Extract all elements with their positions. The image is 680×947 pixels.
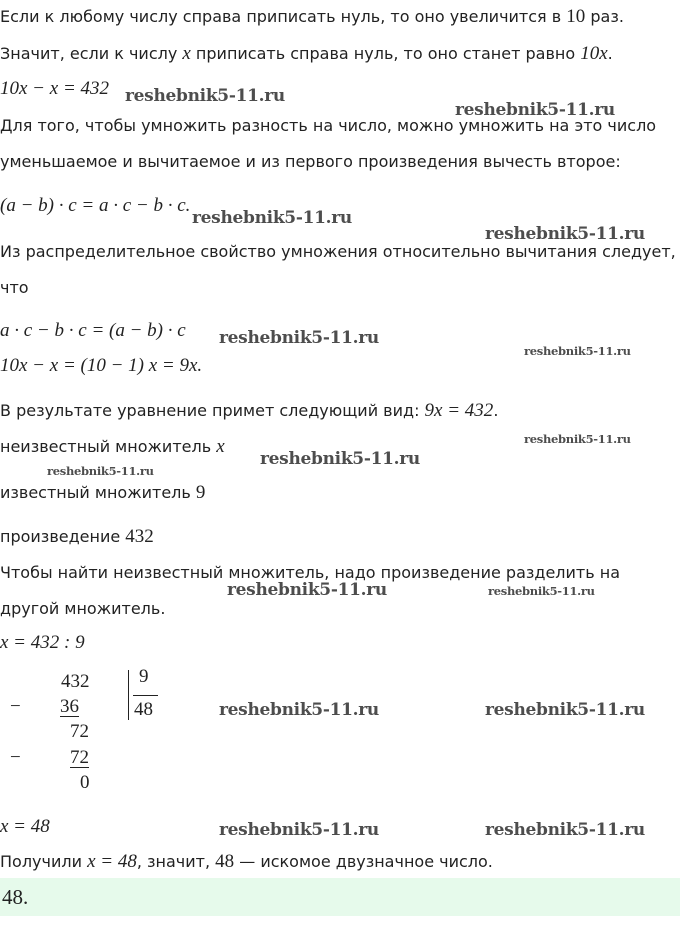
equation-6: x = 48 — [0, 816, 50, 837]
text-line-8: что — [0, 278, 29, 297]
answer-value: 48. — [2, 885, 29, 909]
line14-number: 432 — [125, 526, 154, 547]
line13-text: известный множитель — [0, 483, 196, 502]
final-expression: x = 48 — [87, 851, 137, 872]
line2-middle: приписать справа нуль, то оно станет равно — [190, 44, 581, 63]
text-line-2 — [0, 43, 613, 65]
division-subtrahend-2: 72 — [70, 747, 89, 768]
line1-text: Если к любому числу справа приписать нуль, то оно увеличится в — [0, 7, 567, 26]
watermark: reshebnik5-11.ru — [485, 224, 645, 244]
equation-3: a · c − b · c = (a − b) · c — [0, 320, 186, 341]
text-line-4: Для того, чтобы умножить разность на число, можно умножить на это число — [0, 116, 657, 135]
watermark: reshebnik5-11.ru — [488, 584, 595, 598]
line2-text: Значит, если к числу — [0, 44, 183, 63]
watermark: reshebnik5-11.ru — [219, 700, 379, 720]
text-line-14 — [0, 526, 154, 548]
watermark: reshebnik5-11.ru — [219, 328, 379, 348]
final-number: 48 — [215, 851, 235, 872]
division-remainder-1: 72 — [70, 721, 89, 742]
line12-variable: x — [216, 436, 225, 457]
division-quotient: 48 — [134, 699, 153, 720]
watermark: reshebnik5-11.ru — [219, 820, 379, 840]
text-line-12 — [0, 436, 225, 458]
equation-4: 10x − x = (10 − 1) x = 9x. — [0, 355, 203, 376]
division-minus-2: − — [10, 747, 21, 768]
final-text-a: Получили — [0, 852, 88, 871]
watermark: reshebnik5-11.ru — [47, 464, 154, 478]
text-line-13 — [0, 482, 205, 504]
watermark: reshebnik5-11.ru — [455, 100, 615, 120]
division-final-remainder: 0 — [80, 772, 90, 793]
final-text-b: , значит, — [136, 852, 216, 871]
division-vertical-bar — [128, 670, 129, 720]
equation-2: (a − b) · c = a · c − b · c. — [0, 195, 191, 216]
line2-variable: x — [182, 43, 191, 64]
text-line-15: Чтобы найти неизвестный множитель, надо произведение разделить на — [0, 563, 621, 582]
watermark: reshebnik5-11.ru — [524, 432, 631, 446]
line14-text: произведение — [0, 527, 126, 546]
division-divisor: 9 — [139, 666, 149, 687]
line12-text: неизвестный множитель — [0, 437, 217, 456]
final-text-c: — искомое двузначное число. — [234, 852, 493, 871]
division-horizontal-bar — [133, 695, 158, 696]
text-line-1 — [0, 6, 624, 28]
division-minus-1: − — [10, 696, 21, 717]
line1-number: 10 — [566, 6, 586, 27]
line1-end: раз. — [585, 7, 624, 26]
text-line-final — [0, 851, 493, 873]
line2-expression: 10x — [580, 43, 608, 64]
text-line-5: уменьшаемое и вычитаемое и из первого произведения вычесть второе: — [0, 152, 621, 171]
watermark: reshebnik5-11.ru — [485, 820, 645, 840]
division-subtrahend-1: 36 — [60, 696, 79, 717]
watermark: reshebnik5-11.ru — [125, 86, 285, 106]
line13-number: 9 — [195, 482, 206, 503]
equation-5: x = 432 : 9 — [0, 632, 85, 653]
watermark: reshebnik5-11.ru — [485, 700, 645, 720]
text-line-11 — [0, 400, 498, 422]
watermark: reshebnik5-11.ru — [260, 449, 420, 469]
line2-end: . — [607, 44, 613, 63]
text-line-16: другой множитель. — [0, 599, 166, 618]
division-dividend: 432 — [61, 671, 90, 692]
line11-text: В результате уравнение примет следующий вид: — [0, 401, 425, 420]
line11-end: . — [493, 401, 499, 420]
equation-1: 10x − x = 432 — [0, 78, 110, 99]
text-line-7: Из распределительное свойство умножения относительно вычитания следует, — [0, 242, 676, 261]
watermark: reshebnik5-11.ru — [524, 344, 631, 358]
answer-box — [0, 878, 680, 916]
watermark: reshebnik5-11.ru — [227, 580, 387, 600]
watermark: reshebnik5-11.ru — [192, 208, 352, 228]
line11-expression: 9x = 432 — [424, 400, 494, 421]
